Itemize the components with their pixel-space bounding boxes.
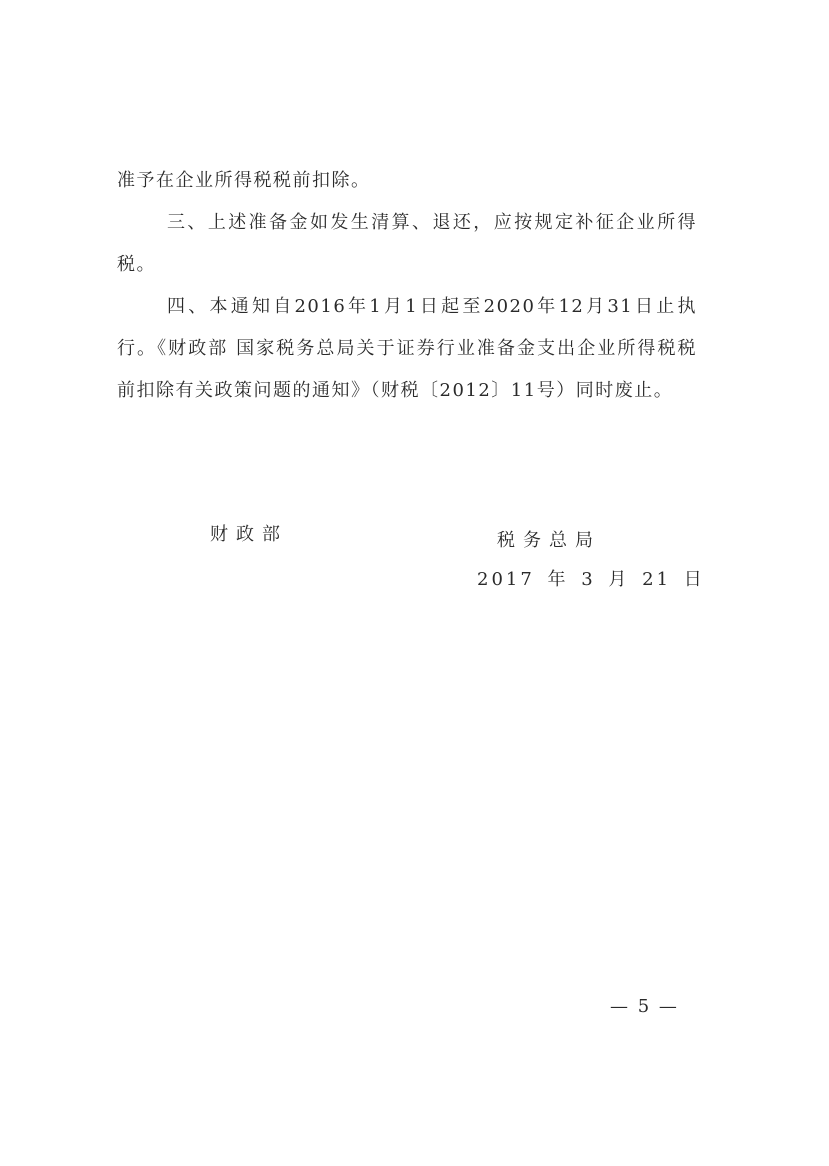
page-number: — 5 —: [610, 996, 679, 1017]
paragraph-item-three: 三、上述准备金如发生清算、退还，应按规定补征企业所得税。: [117, 212, 697, 275]
signature-date: 2017 年 3 月 21 日: [477, 569, 705, 590]
signature-ministry-of-finance: 财政部: [210, 524, 288, 545]
paragraph-item-four: 四、本通知自2016年1月1日起至2020年12月31日止执行。《财政部 国家税务总局关于证券行业准备金支出企业所得税税前扣除有关政策问题的通知》（财税〔2012〕11号）同时废止。: [117, 296, 697, 401]
signature-tax-administration: 税务总局: [497, 530, 601, 551]
document-body: [117, 160, 697, 412]
paragraph-continuation: 准予在企业所得税税前扣除。: [117, 170, 371, 191]
